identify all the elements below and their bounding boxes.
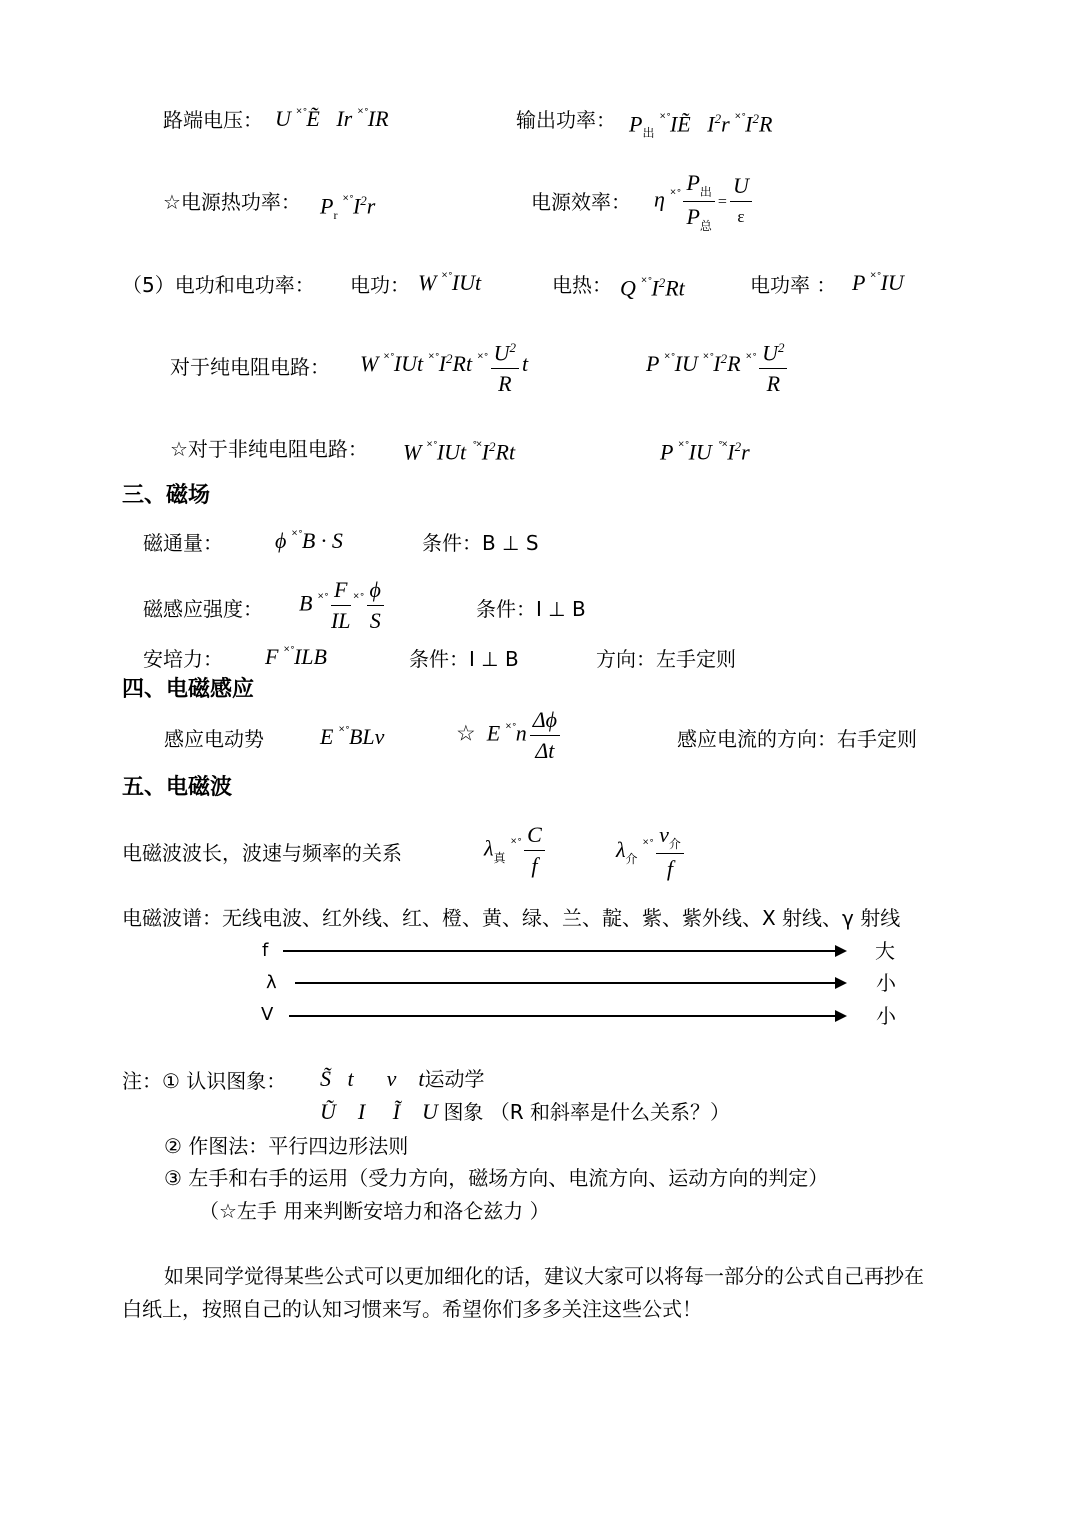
- nonpure-w-formula: W ˟˚IUt $^{˚˟}I^2Rt$: [403, 439, 516, 465]
- ampere-label: 安培力：: [143, 647, 223, 671]
- power-label: 电功率 ：: [750, 273, 837, 297]
- pure-resistance-label: 对于纯电阻电路：: [170, 355, 330, 379]
- pure-p-formula: P ˟˚IU $^{˟˚}I^2R$ ˟˚ $\frac{U^2}{R}$: [646, 333, 790, 399]
- note3-sub: （☆左手 用来判断安培力和洛仑兹力 ）: [199, 1199, 550, 1223]
- current-direction: 感应电流的方向：右手定则: [677, 727, 917, 751]
- relation-label: 电磁波波长，波速与频率的关系: [122, 841, 402, 865]
- relation-formula-1: $\lambda_真$ ˟˚ $\frac{C}{f}$: [484, 820, 548, 881]
- magnetic-heading: 三、磁场: [122, 483, 211, 508]
- relation-formula-2: $\lambda_介$ ˟˚ $v_介$ f: [616, 820, 687, 884]
- note1-line1: S̃ t v t运动学: [320, 1066, 485, 1091]
- work-power-heading: （5）电功和电功率：: [122, 273, 315, 297]
- work-formula: W ˟˚IUt: [418, 270, 482, 295]
- heat-power-formula: $P_r$ $^{˟˚}I^2r$: [320, 193, 376, 223]
- heat-label: 电热：: [552, 273, 612, 297]
- terminal-voltage-formula: U ˟˚Ẽ Ir ˟˚IR: [275, 106, 389, 131]
- closing-line1: 如果同学觉得某些公式可以更加细化的话，建议大家可以将每一部分的公式自己再抄在: [164, 1264, 924, 1288]
- flux-label: 磁通量：: [143, 531, 223, 555]
- ampere-direction: 方向：左手定则: [596, 647, 736, 671]
- intensity-condition: 条件：I ⊥ B: [476, 597, 586, 621]
- emf-label: 感应电动势: [164, 727, 264, 751]
- arrow-label-lambda: λ: [266, 972, 277, 993]
- flux-formula: ϕ ˟˚B · S: [275, 528, 343, 553]
- note1-line2: Ũ I Ĩ U 图象 （R 和斜率是什么关系？）: [320, 1099, 731, 1124]
- note1-prefix: 注：① 认识图象：: [122, 1069, 287, 1093]
- emf-formula: E ˟˚BLv: [320, 724, 385, 749]
- arrow-f: [283, 950, 845, 952]
- flux-condition: 条件：B ⊥ S: [422, 531, 539, 555]
- note2: ② 作图法：平行四边形法则: [164, 1134, 409, 1158]
- induction-heading: 四、电磁感应: [122, 677, 255, 702]
- heat-formula: Q $^{˟˚}I^2Rt$: [620, 275, 685, 301]
- arrow-end-v: 小: [876, 1004, 896, 1028]
- arrow-end-lambda: 小: [876, 971, 896, 995]
- ampere-condition: 条件：I ⊥ B: [409, 647, 519, 671]
- terminal-voltage-label: 路端电压：: [163, 108, 263, 132]
- nonpure-resistance-label: ☆对于非纯电阻电路：: [170, 437, 368, 461]
- work-label: 电功：: [350, 273, 410, 297]
- arrow-label-f: f: [262, 940, 269, 961]
- power-formula: P ˟˚IU: [852, 270, 904, 295]
- spectrum-text: 电磁波谱：无线电波、红外线、红、橙、黄、绿、兰、靛、紫、紫外线、X 射线、γ 射线: [122, 906, 901, 930]
- intensity-label: 磁感应强度：: [143, 597, 263, 621]
- arrow-lambda: [295, 982, 845, 984]
- intensity-formula: B ˟˚ $\frac{F}{IL}$ ˟˚ $\frac{\phi}{S}$: [299, 575, 387, 636]
- efficiency-formula: η ˟˚ $P_出$ $P_总$ = U ε: [654, 168, 755, 235]
- output-power-label: 输出功率：: [516, 108, 616, 132]
- emf-formula-2: ☆ E ˟˚n $\frac{\Delta\phi}{\Delta t}$: [456, 705, 563, 766]
- note3: ③ 左手和右手的运用（受力方向，磁场方向、电流方向、运动方向的判定）: [164, 1166, 829, 1190]
- ampere-formula: F ˟˚ILB: [265, 644, 327, 669]
- closing-line2: 白纸上，按照自己的认知习惯来写。希望你们多多关注这些公式！: [122, 1297, 702, 1321]
- arrow-v: [289, 1015, 845, 1017]
- efficiency-label: 电源效率：: [531, 190, 631, 214]
- em-wave-heading: 五、电磁波: [122, 775, 233, 800]
- pure-w-formula: W ˟˚IUt $^{˟˚}I^2Rt$ ˟˚ $\frac{U^2}{R}$ t: [360, 333, 528, 399]
- arrow-end-f: 大: [875, 939, 895, 963]
- nonpure-p-formula: P ˟˚IU $^{˚˟}I^2r$: [660, 439, 750, 465]
- output-power-formula: $P_出$ ˟˚IẼ $I^2r$ $^{˟˚}I^2R$: [629, 111, 773, 141]
- heat-power-label: ☆电源热功率：: [163, 190, 301, 214]
- arrow-label-v: V: [261, 1004, 274, 1025]
